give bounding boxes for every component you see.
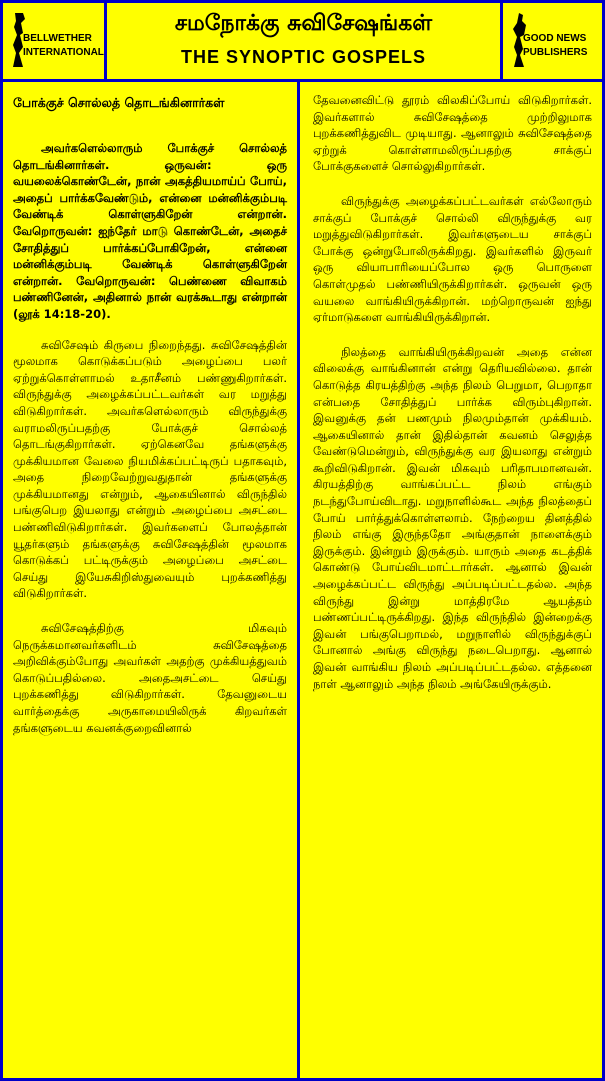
paragraph: சுவிசேஷம் கிருபை நிறைந்தது. சுவிசேஷத்தின் மூலமாக கொடுக்கப்படும் அழைப்பை பலர் ஏற்றுக்கொள்ளாமல் உதாசீனம் பண்ணுகிறார்கள். விருந்துக்கு அழைக்கப்பட்டவர்கள் வர மறுத்து விடுகிறார்கள். அவர்களெல்லாரும் விருந்துக்கு வராமலிருப்பதற்கு போக்குச் சொல்லத் தொடங்குகிறார்கள். ஏற்கெனவே தங்களுக்கு முக்கியமான வேலை நியமிக்கப்பட்டிருப் பதாகவும், அதை நிறைவேற்றுவதுதான் தங்களுக்கு முக்கியமானது என்றும், ஆகையினால் விருந்தில் பங்குபெற இயலாது என்றும் அழைப்பை அசட்டை பண்ணிவிடுகிறார்கள். இவர்களைப் போலத்தான் யூதர்களும் தங்களுக்கு சுவிசேஷத்தின் மூலமாக கொடுக்கப் பட்டிருக்கும் அழைப்பை அசட்டை செய்து இயேசுகிறிஸ்துவையும் புறக்கணித்து விடுகிறார்கள். [13,337,287,601]
bellwether-logo [3,3,107,79]
paragraph: விருந்துக்கு அழைக்கப்பட்டவர்கள் எல்லோரும் சாக்குப் போக்குச் சொல்லி விருந்துக்கு வர மறுத்துவிடுகிறார்கள். இவர்களுடைய சாக்குப் போக்கு ஒன்றுபோலிருக்கிறது. இவர்களில் இருவர் ஒரு வியாபாரியைப்போல ஒரு பொருளை கொள்முதல் பண்ணியிருக்கிறார்கள். ஒருவன் ஒரு வயலை வாங்கியிருக்கிறான். மற்றொருவன் ஐந்து ஏர்மாடுகளை வாங்கியிருக்கிறான். [313,193,592,325]
good-news-logo-line1: GOOD NEWS [523,33,587,44]
section-heading: போக்குச் சொல்லத் தொடங்கினார்கள் [13,95,225,110]
right-column [303,82,602,1078]
paragraph: நிலத்தை வாங்கியிருக்கிறவன் அதை என்ன விலைக்கு வாங்கினான் என்று தெரியவில்லை. தான் கொடுத்த கிரயத்திற்கு அந்த நிலம் பெறுமா, பெறாதா என்பதை சோதித்துப் பார்க்க விரும்புகிறான். இவனுக்கு தன் பணமும் நிலமும்தான் முக்கியம். ஆகையினால் தான் இதில்தான் கவனம் செலுத்த வேண்டுமென்றும், விருந்துக்கு வர இயலாது என்றும் கூறிவிடுகிறான். இவன் மிகவும் பரிதாபமானவன். கிரயத்திற்கு வாங்கப்பட்ட நிலம் எங்கும் நடந்துபோய்விடாது. மறுநாளில்கூட அந்த நிலத்தைப் போய் பார்த்துக்கொள்ளலாம். நேற்றைய தினத்தில் நிலம் எங்கு இருந்ததோ அங்குதான் நாளைக்கும் இருக்கும். இன்றும் இருக்கும். யாரும் அதை கடத்திக் கொண்டு போய்விடமாட்டார்கள். ஆனால் இவன் அழைக்கப்பட்ட விருந்து அப்படிப்பட்டதல்ல. அந்த விருந்து இன்று மாத்திரமே ஆயத்தம் பண்ணப்பட்டிருக்கிறது. இந்த விருந்தில் இன்றைக்கு இவன் பங்குபெறாமல், மறுநாளில் விருந்துக்குப் போனால் அங்கு விருந்து நடைபெறாது. ஆனால் இவன் வாங்கிய நிலம் அப்படிப்பட்டதல்ல. எத்தனை நாள் ஆனாலும் அந்த நிலம் அங்கேயிருக்கும். [313,344,592,691]
good-news-logo [500,3,602,79]
bellwether-logo-line1: BELLWETHER [23,33,92,44]
paragraph: தேவனைவிட்டு தூரம் விலகிப்போய் விடுகிறார்கள். இவர்களால் சுவிசேஷத்தை முற்றிலுமாக புறக்கணித்துவிட முடியாது. ஆனாலும் சுவிசேஷத்தை ஏற்றுக் கொள்ளாமலிருப்பதற்கு சாக்குப் போக்குகளைச் சொல்லுகிறார்கள். [313,93,592,174]
scripture-quote: அவர்களெல்லாரும் போக்குச் சொல்லத் தொடங்கினார்கள். ஒருவன்: ஒரு வயலைக்கொண்டேன், நான் அகத்தியமாய்ப் போய், அதைப் பார்க்கவேண்டும், என்னை மன்னிக்கும்படி வேண்டிக் கொள்ளுகிறேன் என்றான். வேறொருவன்: ஐந்தேர் மாடு கொண்டேன், அதைச் சோதித்துப் பார்க்கப்போகிறேன், என்னை மன்னிக்கும்படி வேண்டிக் கொள்ளுகிறேன் என்றான். வேறொருவன்: பெண்ணை விவாகம் பண்ணினேன், அதினால் நான் வரக்கூடாது என்றான் (லூக் 14:18-20). [13,141,287,321]
left-column [3,82,300,1078]
page-title-tamil: சமநோக்கு சுவிசேஷங்கள் [174,11,433,36]
bellwether-logo-line2: INTERNATIONAL [23,47,104,58]
title-area [107,3,500,79]
header [3,3,602,82]
page-title-english: THE SYNOPTIC GOSPELS [180,47,427,67]
good-news-logo-line2: PUBLISHERS [523,47,588,58]
columns [3,82,602,1078]
paragraph: சுவிசேஷத்திற்கு மிகவும் நெருக்கமானவர்களிடம் சுவிசேஷத்தை அறிவிக்கும்போது அவர்கள் அதற்கு முக்கியத்துவம் கொடுப்பதில்லை. அதைஅசட்டை செய்து புறக்கணித்து விடுகிறார்கள். தேவனுடைய வார்த்தைக்கு அருகாமையிலிருக் கிறவர்கள் தங்களுடைய கவனக்குறைவினால் [13,621,287,735]
